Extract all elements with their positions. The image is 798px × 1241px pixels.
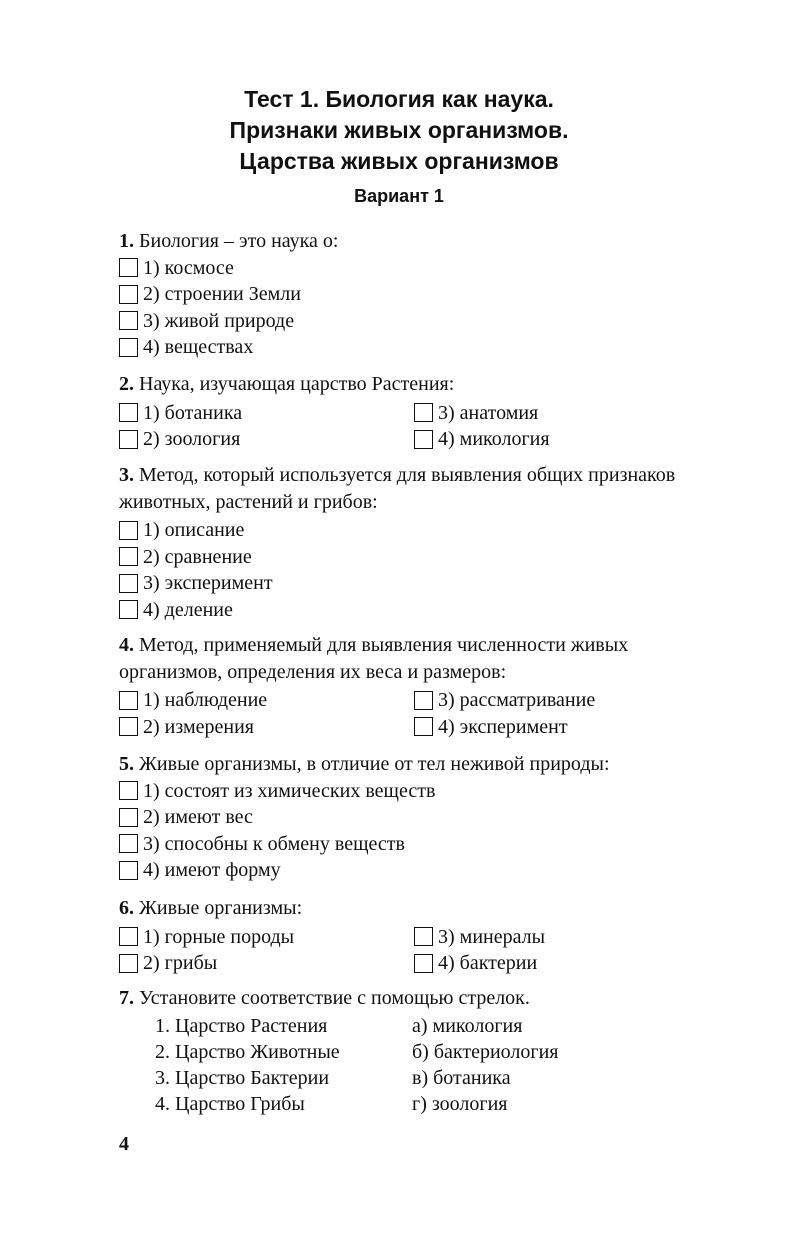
variant-heading: Вариант 1 — [354, 186, 444, 206]
question-prompt: Метод, применяемый для выявления численности живых организмов, определения их веса и размеров: — [119, 634, 629, 683]
science-item: а) микология — [412, 1015, 523, 1037]
checkbox[interactable] — [119, 600, 138, 619]
option-label: 4) эксперимент — [438, 715, 568, 738]
option-label: 3) минералы — [438, 925, 546, 948]
option[interactable] — [414, 714, 689, 741]
question-4 — [119, 632, 689, 740]
question-text — [119, 632, 689, 685]
checkbox[interactable] — [414, 403, 433, 422]
option[interactable] — [119, 831, 689, 858]
question-prompt: Метод, который используется для выявления общих признаков животных, растений и грибов: — [119, 464, 676, 513]
checkbox[interactable] — [414, 927, 433, 946]
kingdom-item: 4. Царство Грибы — [155, 1093, 305, 1115]
question-3 — [119, 462, 689, 623]
option[interactable] — [119, 597, 689, 624]
checkbox[interactable] — [119, 781, 138, 800]
question-number: 6. — [119, 897, 134, 919]
checkbox[interactable] — [414, 691, 433, 710]
option[interactable] — [119, 857, 689, 884]
question-prompt: Живые организмы: — [139, 897, 303, 919]
page-number: 4 — [119, 1133, 129, 1155]
question-number: 5. — [119, 753, 134, 775]
question-prompt: Живые организмы, в отличие от тел неживой природы: — [139, 753, 610, 775]
question-7 — [119, 985, 689, 1012]
checkbox[interactable] — [119, 258, 138, 277]
option[interactable] — [119, 950, 414, 977]
option-label: 1) горные породы — [143, 925, 295, 948]
title-line: Царства живых организмов — [239, 148, 559, 174]
option-label: 1) состоят из химических веществ — [143, 779, 436, 802]
option[interactable] — [414, 400, 689, 427]
option-label: 2) строении Земли — [143, 283, 301, 305]
question-prompt: Наука, изучающая царство Растения: — [139, 373, 455, 395]
option-label: 2) сравнение — [143, 545, 252, 568]
option[interactable] — [119, 517, 689, 544]
question-text — [119, 985, 689, 1012]
question-2 — [119, 371, 689, 453]
option-label: 1) космосе — [143, 256, 234, 279]
option-label: 4) деление — [143, 598, 233, 621]
option[interactable] — [414, 687, 689, 714]
science-item: б) бактериология — [412, 1041, 559, 1063]
matching-row — [155, 1065, 558, 1091]
checkbox[interactable] — [119, 808, 138, 827]
option[interactable] — [119, 687, 414, 714]
option[interactable] — [414, 950, 689, 977]
question-number: 7. — [119, 987, 134, 1009]
matching-row — [155, 1013, 558, 1039]
question-prompt: Биология – это наука о: — [139, 230, 339, 252]
question-5 — [119, 751, 689, 884]
option[interactable] — [119, 714, 414, 741]
checkbox[interactable] — [119, 547, 138, 566]
option[interactable] — [119, 778, 689, 805]
science-item: в) ботаника — [412, 1067, 511, 1089]
checkbox[interactable] — [119, 927, 138, 946]
question-1 — [119, 228, 689, 361]
option-label: 3) эксперимент — [143, 572, 273, 594]
option[interactable] — [414, 924, 689, 951]
option[interactable] — [119, 281, 689, 308]
question-prompt: Установите соответствие с помощью стрелок. — [139, 987, 530, 1009]
checkbox[interactable] — [119, 954, 138, 973]
page-title — [0, 84, 798, 177]
science-item: г) зоология — [412, 1093, 508, 1115]
checkbox[interactable] — [414, 430, 433, 449]
option-label: 3) способны к обмену веществ — [143, 832, 405, 855]
option-label: 3) анатомия — [438, 401, 539, 424]
title-line: Признаки живых организмов. — [229, 117, 569, 143]
checkbox[interactable] — [414, 954, 433, 973]
option[interactable] — [119, 334, 689, 361]
option-label: 4) бактерии — [438, 952, 538, 974]
option[interactable] — [119, 426, 414, 453]
question-6 — [119, 895, 689, 977]
question-number: 3. — [119, 464, 134, 486]
option[interactable] — [414, 426, 689, 453]
question-text — [119, 751, 689, 778]
option-label: 1) наблюдение — [143, 689, 268, 711]
checkbox[interactable] — [119, 521, 138, 540]
option-label: 4) веществах — [143, 336, 254, 358]
option-label: 4) микология — [438, 428, 550, 450]
option[interactable] — [119, 255, 689, 282]
checkbox[interactable] — [119, 691, 138, 710]
option-label: 1) описание — [143, 519, 245, 541]
checkbox[interactable] — [119, 834, 138, 853]
question-text — [119, 228, 689, 255]
checkbox[interactable] — [119, 338, 138, 357]
question-number: 4. — [119, 634, 134, 656]
option-label: 2) измерения — [143, 715, 254, 738]
question-text — [119, 895, 689, 922]
checkbox[interactable] — [119, 311, 138, 330]
option-label: 2) имеют вес — [143, 806, 253, 828]
checkbox[interactable] — [414, 717, 433, 736]
option[interactable] — [119, 924, 414, 951]
option[interactable] — [119, 544, 689, 571]
question-number: 2. — [119, 373, 134, 395]
question-text — [119, 462, 689, 515]
question-number: 1. — [119, 230, 134, 252]
title-line: Тест 1. Биология как наука. — [244, 86, 554, 112]
kingdom-item: 1. Царство Растения — [155, 1015, 328, 1037]
option-label: 2) грибы — [143, 952, 218, 974]
checkbox[interactable] — [119, 285, 138, 304]
option-label: 4) имеют форму — [143, 859, 281, 881]
option[interactable] — [119, 400, 414, 427]
matching-row — [155, 1091, 558, 1117]
question-text — [119, 371, 689, 398]
checkbox[interactable] — [119, 574, 138, 593]
option-label: 3) живой природе — [143, 309, 295, 332]
option[interactable] — [119, 308, 689, 335]
matching-table — [155, 1013, 558, 1117]
option-label: 3) рассматривание — [438, 689, 596, 711]
option[interactable] — [119, 804, 689, 831]
checkbox[interactable] — [119, 430, 138, 449]
kingdom-item: 2. Царство Животные — [155, 1041, 340, 1063]
checkbox[interactable] — [119, 403, 138, 422]
option[interactable] — [119, 570, 689, 597]
option-label: 1) ботаника — [143, 401, 243, 424]
matching-row — [155, 1039, 558, 1065]
checkbox[interactable] — [119, 861, 138, 880]
option-label: 2) зоология — [143, 428, 241, 450]
checkbox[interactable] — [119, 717, 138, 736]
kingdom-item: 3. Царство Бактерии — [155, 1067, 330, 1089]
